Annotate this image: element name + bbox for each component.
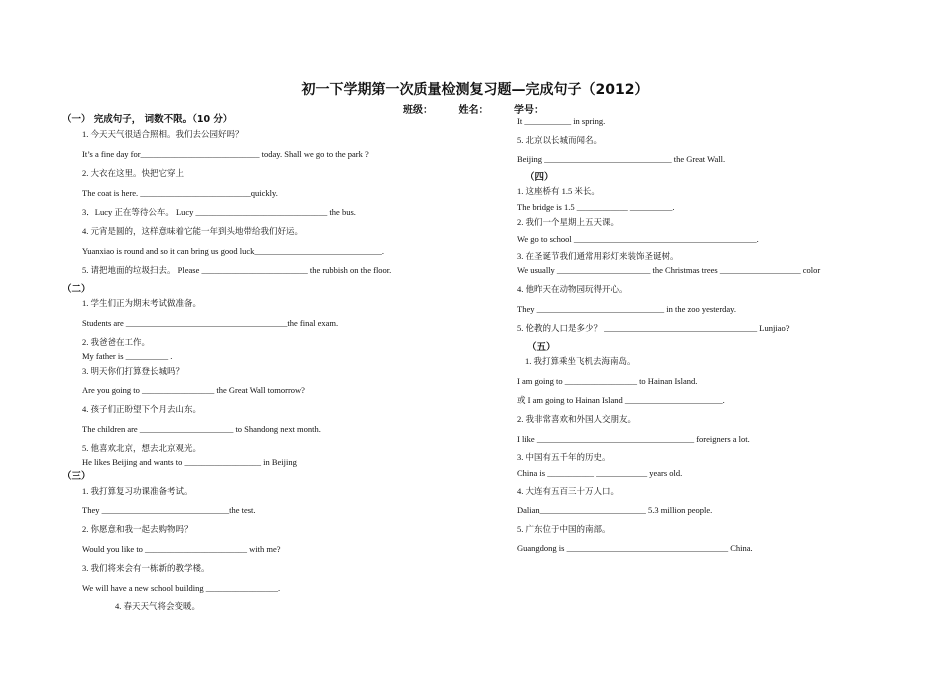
question-line: 4. 孩子们正盼望下个月去山东。 (82, 404, 202, 414)
answer-line: Dalian_________________________ 5.3 million people. (517, 505, 713, 515)
question-line: 4. 春天天气将会变暖。 (115, 601, 201, 611)
answer-line: He likes Beijing and wants to __________________ in Beijing (82, 457, 297, 467)
answer-line: Would you like to ________________________ with me? (82, 544, 281, 554)
question-line: 3. 我们将来会有一栋新的教学楼。 (82, 563, 210, 573)
answer-line: They ______________________________the test. (82, 505, 256, 515)
section-5-heading: （五） (527, 342, 556, 353)
question-line: 3. 中国有五千年的历史。 (517, 452, 611, 462)
answer-line: The bridge is 1.5 ____________ __________. (517, 202, 675, 212)
section-4-heading: （四） (525, 172, 554, 183)
question-line: 4. 元宵是圆的，这样意味着它能一年到头地带给我们好运。 (82, 226, 304, 236)
question-line: 3. 在圣诞节我们通常用彩灯来装饰圣诞树。 (517, 251, 679, 261)
question-line: 4. 大连有五百三十万人口。 (517, 486, 620, 496)
answer-line: We will have a new school building _________________. (82, 583, 281, 593)
question-line: 5. 请把地面的垃圾扫去。 Please _________________________ the rubbish on the floor. (82, 265, 392, 275)
name-label: 姓名： (458, 105, 489, 116)
question-line: 5. 他喜欢北京，想去北京观光。 (82, 443, 202, 453)
answer-line: We go to school ___________________________________________. (517, 234, 759, 244)
answer-line: Beijing ______________________________ the Great Wall. (517, 154, 726, 164)
answer-line: Students are ______________________________________the final exam. (82, 318, 339, 328)
answer-line: My father is __________ . (82, 351, 173, 361)
question-line: 3．Lucy 正在等待公车。 Lucy _______________________________ the bus. (82, 207, 356, 217)
student-info (403, 101, 566, 116)
question-line: 1. 学生们正为期末考试做准备。 (82, 298, 202, 308)
answer-line: The children are ______________________ to Shandong next month. (82, 424, 321, 434)
question-line: 1. 今天天气很适合照相。我们去公园好吗？ (82, 129, 244, 139)
question-line: 5. 北京以长城而闻名。 (517, 135, 603, 145)
question-line: 2. 你愿意和我一起去购物吗？ (82, 524, 193, 534)
answer-line: Yuanxiao is round and so it can bring us good luck______________________________. (82, 246, 384, 256)
question-line: 1. 这座桥有 1.5 米长。 (517, 186, 600, 196)
class-label: 班级： (403, 105, 433, 116)
question-line: 2. 我爸爸在工作。 (82, 337, 151, 347)
question-line: 4. 他昨天在动物园玩得开心。 (517, 284, 628, 294)
number-label: 学号： (513, 105, 544, 116)
answer-line: Guangdong is ______________________________________ China. (517, 543, 753, 553)
question-line: 5. 伦教的人口是多少？ ____________________________________ Lunjiao? (517, 323, 790, 333)
question-line: 5. 广东位于中国的南部。 (517, 524, 611, 534)
answer-line: They ______________________________ in the zoo yesterday. (517, 304, 736, 314)
answer-line: It ___________ in spring. (517, 116, 606, 126)
section-2-heading: （二） (62, 284, 91, 295)
question-line: 2. 我非常喜欢和外国人交朋友。 (517, 414, 637, 424)
answer-line: The coat is here. __________________________quickly. (82, 188, 278, 198)
page-title: 初一下学期第一次质量检测复习题—完成句子（2012） (301, 82, 649, 98)
answer-line: I like _____________________________________ foreigners a lot. (517, 434, 750, 444)
question-line: 1. 我打算复习功课准备考试。 (82, 486, 193, 496)
answer-line: 或 I am going to Hainan Island _______________________. (517, 395, 725, 405)
section-3-heading: （三） (62, 471, 91, 482)
question-line: 2. 我们一个星期上五天课。 (517, 217, 620, 227)
question-line: 1. 我打算乘坐飞机去海南岛。 (525, 356, 636, 366)
answer-line: It’s a fine day for____________________________ today. Shall we go to the park ? (82, 149, 369, 159)
answer-line: Are you going to _________________ the Great Wall tomorrow? (82, 385, 305, 395)
answer-line: We usually ______________________ the Christmas trees ___________________ color (517, 265, 821, 275)
question-line: 2. 大衣在这里。快把它穿上 (82, 168, 185, 178)
answer-line: China is ___________ ____________ years old. (517, 468, 683, 478)
question-line: 3. 明天你们打算登长城吗？ (82, 366, 185, 376)
section-1-heading: （一） 完成句子， 词数不限。（10 分） (62, 114, 233, 125)
answer-line: I am going to _________________ to Hainan Island. (517, 376, 698, 386)
